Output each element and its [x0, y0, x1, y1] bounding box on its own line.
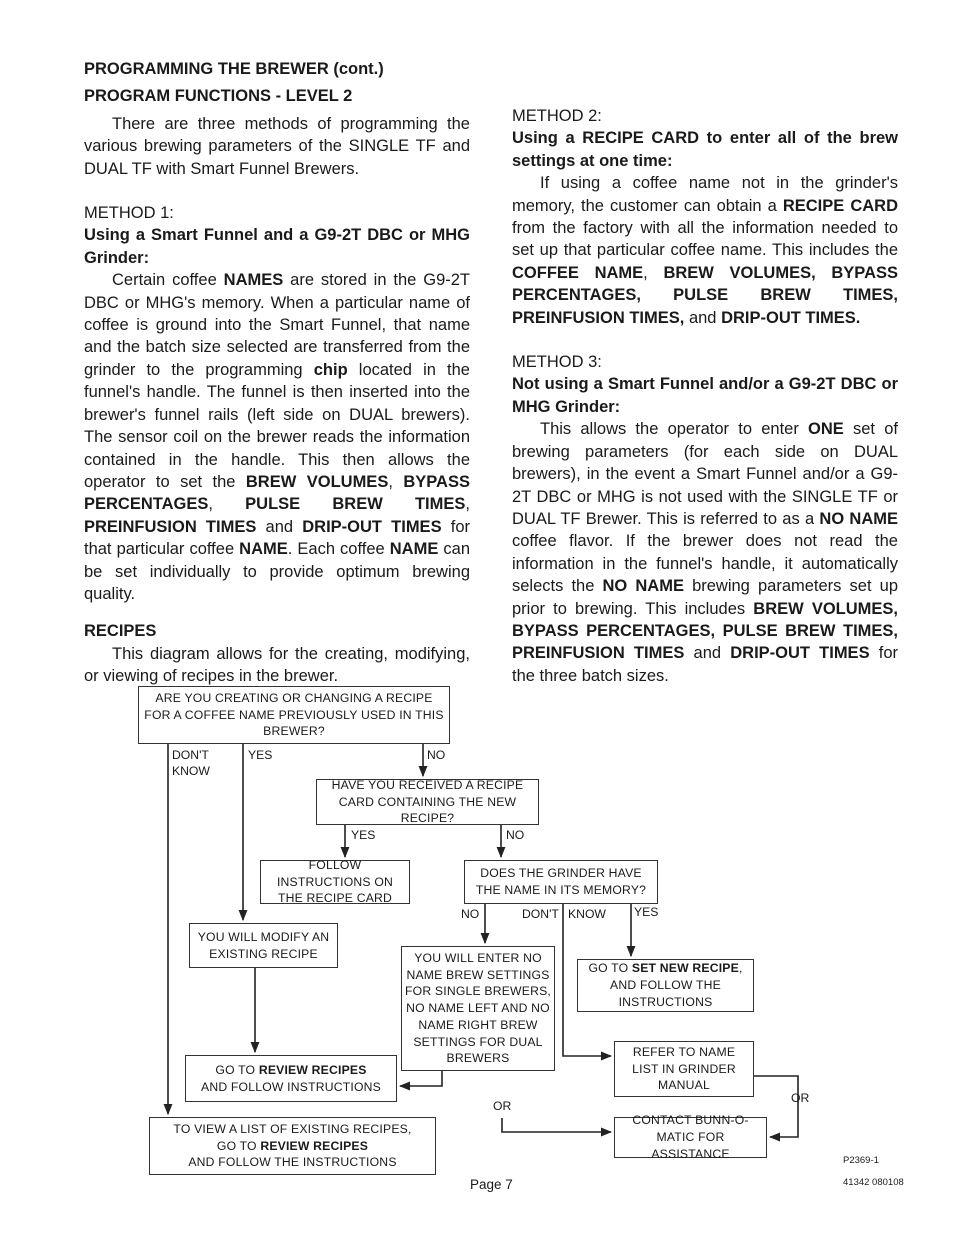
method3-paragraph: This allows the operator to enter ONE set of brewing parameters (for each side on DUAL brewers), in the event a Smart Funnel and/or a G9-2T DBC or MHG is not used with the SINGLE TF or DUAL TF Brewer. This is referred to as a NO NAME coffee flavor. If the brewer does not read the information in the funnel's handle, it automatically selects the NO NAME brewing parameters set up prior to brewing. This includes BREW VOLUMES, BYPASS PERCENTAGES, PULSE BREW TIMES, PREINFUSION TIMES and DRIP-OUT TIMES for the three batch sizes.: [512, 420, 899, 685]
flow-refer-name-list: REFER TO NAME LIST IN GRINDER MANUAL: [614, 1041, 754, 1097]
flow-label-or: OR: [791, 1091, 810, 1105]
flow-label-no: NO: [461, 907, 480, 921]
recipes-heading: RECIPES: [84, 622, 157, 641]
flow-no-name-settings: YOU WILL ENTER NO NAME BREW SETTINGS FOR SINGLE BREWERS, NO NAME LEFT AND NO NAME RIGHT BREW SETTINGS FOR DUAL BREWERS: [401, 946, 555, 1071]
flow-question-grinder-memory: DOES THE GRINDER HAVE THE NAME IN ITS MEMORY?: [464, 860, 658, 904]
flow-view-text: TO VIEW A LIST OF EXISTING RECIPES, GO TO REVIEW RECIPES AND FOLLOW THE INSTRUCTIONS: [173, 1121, 412, 1170]
method3-label: METHOD 3:: [512, 353, 602, 372]
flow-label-dont-know: DON'T KNOW: [522, 907, 606, 921]
flow-question-previous-name: ARE YOU CREATING OR CHANGING A RECIPE FOR A COFFEE NAME PREVIOUSLY USED IN THIS BREWER?: [138, 686, 450, 744]
method2-label: METHOD 2:: [512, 107, 602, 125]
flow-label-no: NO: [506, 828, 525, 842]
flow-label-no: NO: [427, 748, 446, 762]
flow-label-or: OR: [493, 1099, 512, 1113]
section-heading: PROGRAMMING THE BREWER (cont.): [84, 60, 384, 78]
method3-title: Not using a Smart Funnel and/or a G9-2T DBC or MHG Grinder:: [512, 375, 898, 416]
flow-review-text: GO TO REVIEW RECIPES AND FOLLOW INSTRUCTIONS: [201, 1062, 381, 1094]
flow-label-yes: YES: [248, 748, 273, 762]
flow-label-yes: YES: [634, 905, 659, 919]
flow-review-recipes: [185, 1055, 397, 1102]
document-id: 41342 080108: [843, 1177, 904, 1188]
flow-set-new-recipe: [577, 959, 754, 1012]
flow-set-new-text: GO TO SET NEW RECIPE, AND FOLLOW THE INSTRUCTIONS: [588, 961, 743, 1009]
flow-question-recipe-card: HAVE YOU RECEIVED A RECIPE CARD CONTAINING THE NEW RECIPE?: [316, 779, 539, 825]
intro-paragraph: There are three methods of programming the various brewing parameters of the SINGLE TF and DUAL TF with Smart Funnel Brewers.: [84, 114, 470, 178]
method1-label: METHOD 1:: [84, 204, 174, 223]
figure-id: P2369-1: [843, 1155, 879, 1166]
method1-title: Using a Smart Funnel and a G9-2T DBC or MHG Grinder:: [84, 226, 470, 267]
subsection-heading: PROGRAM FUNCTIONS - LEVEL 2: [84, 87, 353, 106]
flow-modify-existing: YOU WILL MODIFY AN EXISTING RECIPE: [189, 923, 338, 968]
flow-view-existing: [149, 1117, 436, 1175]
method2-paragraph: If using a coffee name not in the grinder's memory, the customer can obtain a RECIPE CARD from the factory with all the information needed to set up that particular coffee name. This includes the COFFEE NAME, BREW VOLUMES, BYPASS PERCENTAGES, PULSE BREW TIMES, PREINFUSION TIMES, and DRIP-OUT TIMES.: [512, 174, 898, 327]
arrow-no-name-to-review: [400, 1071, 442, 1086]
method2-title: Using a RECIPE CARD to enter all of the brew settings at one time:: [512, 129, 898, 170]
flow-label-yes: YES: [351, 828, 376, 842]
flow-contact-bunn: CONTACT BUNN-O-MATIC FOR ASSISTANCE: [614, 1117, 767, 1158]
method1-paragraph: Certain coffee NAMES are stored in the G9-2T DBC or MHG's memory. When a particular name of coffee is ground into the Smart Funnel, that name and the batch size selected are transferred from the grinder to the programming chip located in the funnel's handle. The funnel is then inserted into the brewer's funnel rails (left side on DUAL brewers). The sensor coil on the brewer reads the information contained in the handle. This then allows the operator to set the BREW VOLUMES, BYPASS PERCENTAGES, PULSE BREW TIMES, PREINFUSION TIMES and DRIP-OUT TIMES for that particular coffee NAME. Each coffee NAME can be set individually to provide optimum brewing quality.: [84, 271, 471, 603]
flow-label-dont-know: DON'T KNOW: [172, 748, 210, 778]
arrow-or-to-contact: [502, 1118, 611, 1132]
flow-follow-recipe-card: FOLLOW INSTRUCTIONS ON THE RECIPE CARD: [260, 860, 410, 904]
recipes-paragraph: This diagram allows for the creating, modifying, or viewing of recipes in the brewer.: [84, 644, 470, 686]
page-number: Page 7: [470, 1177, 513, 1192]
